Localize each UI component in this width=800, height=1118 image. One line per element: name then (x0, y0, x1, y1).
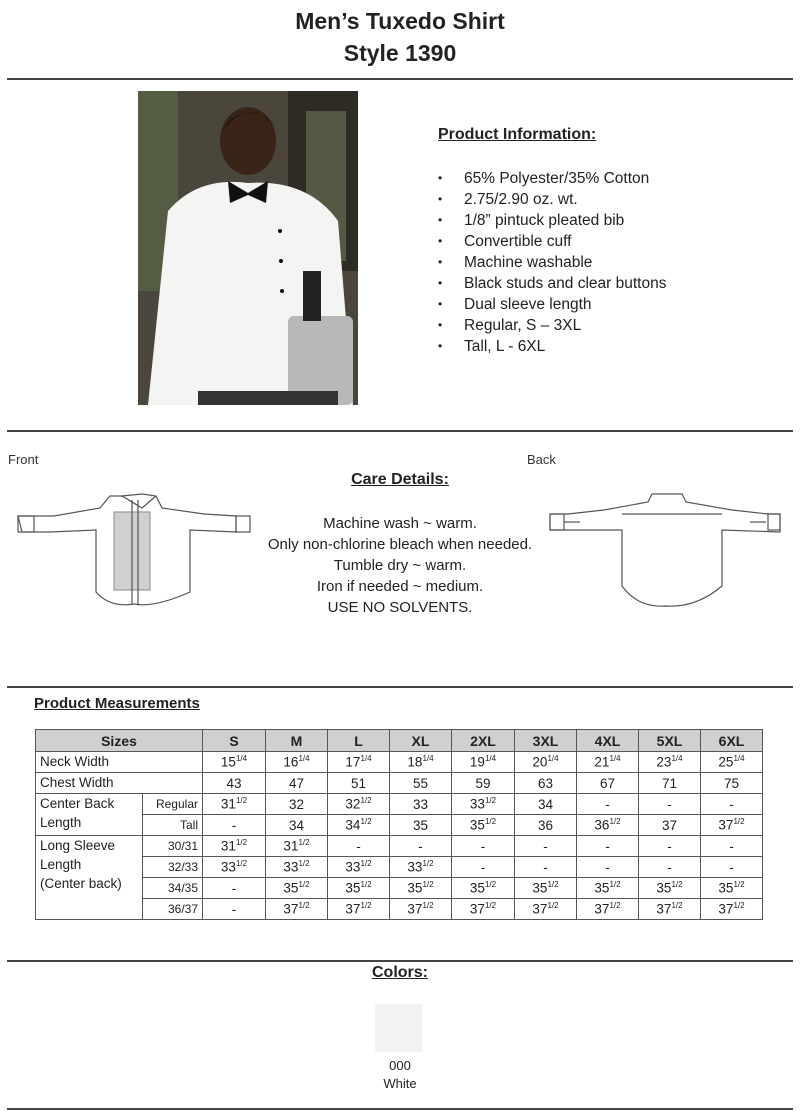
size-header: 6XL (701, 730, 763, 752)
table-row (36, 857, 763, 878)
table-cell: 34 (515, 794, 577, 815)
table-cell: - (203, 815, 266, 836)
table-cell: - (577, 836, 639, 857)
product-info-heading: Product Information: (438, 126, 597, 143)
style-number: Style 1390 (343, 40, 457, 66)
care-details (0, 513, 800, 618)
table-cell: $15^{1/4}$ (203, 752, 266, 773)
table-row (36, 773, 763, 794)
table-cell: - (515, 857, 577, 878)
table-cell: $21^{1/4}$ (577, 752, 639, 773)
table-row (36, 899, 763, 920)
table-cell: $33^{1/2}$ (203, 857, 266, 878)
table-cell: 51 (328, 773, 390, 794)
size-header: 5XL (639, 730, 701, 752)
table-cell: $36^{1/2}$ (577, 815, 639, 836)
table-cell: - (701, 794, 763, 815)
size-header: S (203, 730, 266, 752)
table-cell: $37^{1/2}$ (328, 899, 390, 920)
row-sublabel: 30/31 (143, 836, 203, 857)
divider (7, 1108, 793, 1110)
list-item: • Machine washable (438, 252, 666, 273)
table-header-row (36, 730, 763, 752)
care-line: Tumble dry ~ warm. (333, 557, 467, 574)
size-header: XL (390, 730, 452, 752)
size-header: M (266, 730, 328, 752)
table-cell: $37^{1/2}$ (515, 899, 577, 920)
table-cell: - (701, 836, 763, 857)
table-cell: $35^{1/2}$ (515, 878, 577, 899)
table-cell: $31^{1/2}$ (203, 794, 266, 815)
table-cell: $37^{1/2}$ (701, 815, 763, 836)
table-cell: 32 (266, 794, 328, 815)
table-cell: $17^{1/4}$ (328, 752, 390, 773)
table-cell: $35^{1/2}$ (577, 878, 639, 899)
row-label: Long Sleeve Length (Center back) (36, 836, 143, 920)
table-cell: $37^{1/2}$ (701, 899, 763, 920)
table-cell: $35^{1/2}$ (452, 878, 515, 899)
table-cell: - (203, 899, 266, 920)
list-item: • Dual sleeve length (438, 294, 666, 315)
table-cell: $20^{1/4}$ (515, 752, 577, 773)
table-row (36, 836, 763, 857)
table-cell: - (639, 836, 701, 857)
care-heading: Care Details: (351, 471, 449, 488)
table-cell: 67 (577, 773, 639, 794)
table-cell: 75 (701, 773, 763, 794)
row-label: Center Back Length (36, 794, 143, 836)
table-cell: $33^{1/2}$ (266, 857, 328, 878)
care-line: USE NO SOLVENTS. (327, 599, 473, 616)
size-header: 4XL (577, 730, 639, 752)
table-cell: $35^{1/2}$ (328, 878, 390, 899)
table-row (36, 815, 763, 836)
table-cell: $37^{1/2}$ (452, 899, 515, 920)
table-cell: $34^{1/2}$ (328, 815, 390, 836)
list-item: • Black studs and clear buttons (438, 273, 666, 294)
measurements-heading: Product Measurements (34, 695, 200, 712)
table-cell: $31^{1/2}$ (266, 836, 328, 857)
table-cell: 36 (515, 815, 577, 836)
table-cell: $31^{1/2}$ (203, 836, 266, 857)
divider (7, 960, 793, 962)
divider (7, 430, 793, 432)
table-cell: $23^{1/4}$ (639, 752, 701, 773)
table-cell: 59 (452, 773, 515, 794)
size-header: L (328, 730, 390, 752)
swatch-code: 000 (389, 1058, 411, 1073)
sizes-header: Sizes (36, 730, 203, 752)
table-cell: 43 (203, 773, 266, 794)
table-cell: - (639, 794, 701, 815)
table-cell: 71 (639, 773, 701, 794)
table-cell: $35^{1/2}$ (639, 878, 701, 899)
table-cell: $33^{1/2}$ (328, 857, 390, 878)
front-label: Front (8, 452, 39, 467)
row-sublabel: 36/37 (143, 899, 203, 920)
table-cell: 37 (639, 815, 701, 836)
table-cell: $35^{1/2}$ (390, 878, 452, 899)
table-cell: $37^{1/2}$ (639, 899, 701, 920)
table-cell: $19^{1/4}$ (452, 752, 515, 773)
table-cell: $25^{1/4}$ (701, 752, 763, 773)
table-cell: - (203, 878, 266, 899)
size-header: 2XL (452, 730, 515, 752)
table-cell: $37^{1/2}$ (577, 899, 639, 920)
colors-heading: Colors: (372, 964, 428, 981)
list-item: • Regular, S – 3XL (438, 315, 666, 336)
table-cell: $35^{1/2}$ (266, 878, 328, 899)
table-cell: - (390, 836, 452, 857)
table-row (36, 878, 763, 899)
swatch-name: White (383, 1076, 417, 1091)
row-label: Chest Width (36, 773, 203, 794)
table-cell: - (577, 794, 639, 815)
table-cell: $16^{1/4}$ (266, 752, 328, 773)
table-cell: 47 (266, 773, 328, 794)
table-cell: $37^{1/2}$ (390, 899, 452, 920)
table-cell: - (639, 857, 701, 878)
page-title: Men’s Tuxedo Shirt (295, 8, 505, 34)
table-cell: - (577, 857, 639, 878)
color-swatch-white (375, 1004, 422, 1052)
back-label: Back (527, 452, 556, 467)
list-item: • Convertible cuff (438, 231, 666, 252)
row-sublabel: 32/33 (143, 857, 203, 878)
divider (7, 686, 793, 688)
divider (7, 78, 793, 80)
row-sublabel: 34/35 (143, 878, 203, 899)
measurements-table (35, 729, 763, 920)
table-cell: - (452, 836, 515, 857)
care-line: Iron if needed ~ medium. (316, 578, 484, 595)
product-photo (138, 91, 358, 405)
table-cell: 55 (390, 773, 452, 794)
table-cell: 63 (515, 773, 577, 794)
table-cell: $32^{1/2}$ (328, 794, 390, 815)
list-item: • Tall, L - 6XL (438, 336, 666, 357)
table-cell: 34 (266, 815, 328, 836)
table-cell: $37^{1/2}$ (266, 899, 328, 920)
table-cell: $33^{1/2}$ (390, 857, 452, 878)
table-cell: 35 (390, 815, 452, 836)
table-cell: $33^{1/2}$ (452, 794, 515, 815)
table-cell: 33 (390, 794, 452, 815)
care-line: Machine wash ~ warm. (323, 515, 477, 532)
table-cell: - (328, 836, 390, 857)
table-cell: - (701, 857, 763, 878)
table-row (36, 794, 763, 815)
row-label: Neck Width (36, 752, 203, 773)
size-header: 3XL (515, 730, 577, 752)
table-cell: - (452, 857, 515, 878)
list-item: • 2.75/2.90 oz. wt. (438, 189, 666, 210)
table-cell: $18^{1/4}$ (390, 752, 452, 773)
table-cell: $35^{1/2}$ (452, 815, 515, 836)
table-cell: - (515, 836, 577, 857)
table-cell: $35^{1/2}$ (701, 878, 763, 899)
table-row (36, 752, 763, 773)
list-item: • 65% Polyester/35% Cotton (438, 168, 666, 189)
product-info-list (438, 168, 666, 357)
row-sublabel: Tall (143, 815, 203, 836)
list-item: • 1/8” pintuck pleated bib (438, 210, 666, 231)
care-line: Only non-chlorine bleach when needed. (267, 536, 533, 553)
row-sublabel: Regular (143, 794, 203, 815)
